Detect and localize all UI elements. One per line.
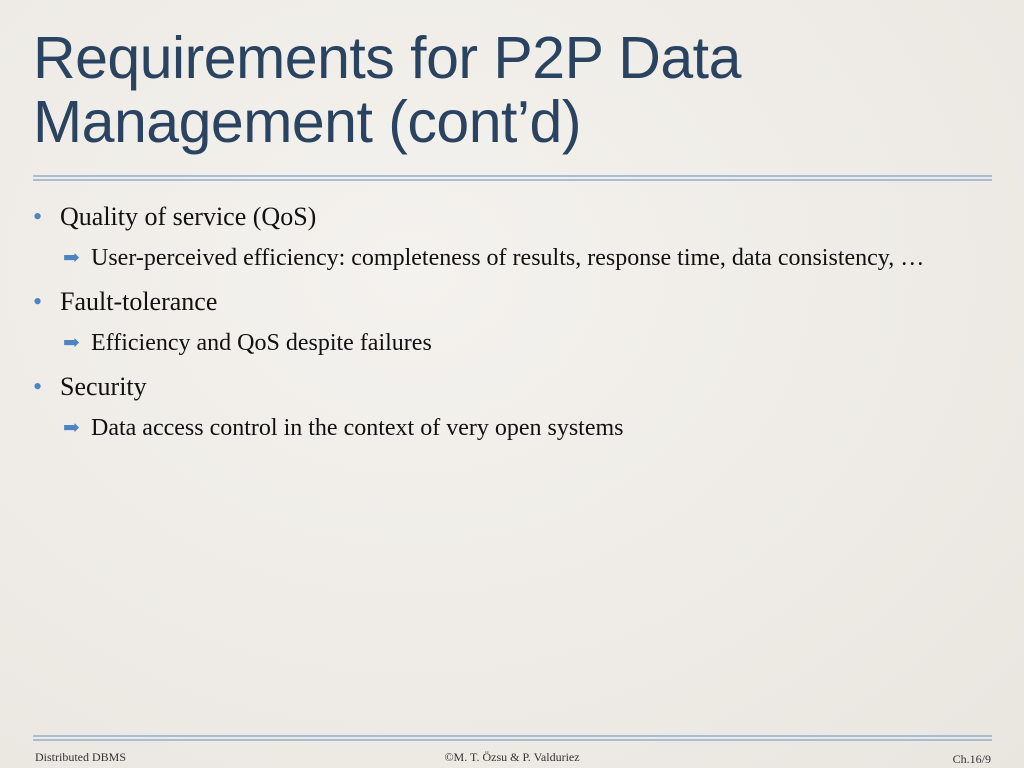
arrow-right-icon: ➡: [63, 332, 80, 354]
sub-bullet-item: [33, 412, 973, 444]
bullet-text: Fault-tolerance: [60, 287, 218, 316]
sub-bullet-text: Efficiency and QoS despite failures: [91, 330, 432, 356]
title-divider-top: [33, 175, 992, 177]
slide-title-line-2: Management (cont’d): [33, 89, 582, 155]
footer-copyright: ©M. T. Özsu & P. Valduriez: [444, 750, 580, 764]
bullet-dot-icon: •: [33, 372, 43, 401]
footer-course-name: Distributed DBMS: [35, 750, 127, 764]
sub-bullet-text: User-perceived efficiency: completeness of results, response time, data consistency, …: [91, 245, 925, 271]
slide-title: [33, 26, 993, 154]
slide-body: [33, 197, 973, 452]
bullet-item: [33, 282, 973, 322]
slide-title-line-1: Requirements for P2P Data: [33, 25, 741, 91]
sub-bullet-item: [33, 327, 973, 359]
arrow-right-icon: ➡: [63, 417, 80, 439]
bullet-text: Security: [60, 372, 147, 401]
bullet-item: [33, 197, 973, 237]
bullet-item: [33, 367, 973, 407]
footer-divider-top: [33, 735, 992, 737]
title-divider-bottom: [33, 179, 992, 181]
bullet-dot-icon: •: [33, 287, 43, 316]
sub-bullet-text: Data access control in the context of very open systems: [91, 415, 624, 441]
footer-page-number: Ch.16/9: [952, 752, 991, 766]
bullet-dot-icon: •: [33, 202, 43, 231]
bullet-text: Quality of service (QoS): [60, 202, 317, 231]
sub-bullet-item: [33, 242, 973, 274]
arrow-right-icon: ➡: [63, 247, 80, 269]
footer-divider-bottom: [33, 739, 992, 741]
